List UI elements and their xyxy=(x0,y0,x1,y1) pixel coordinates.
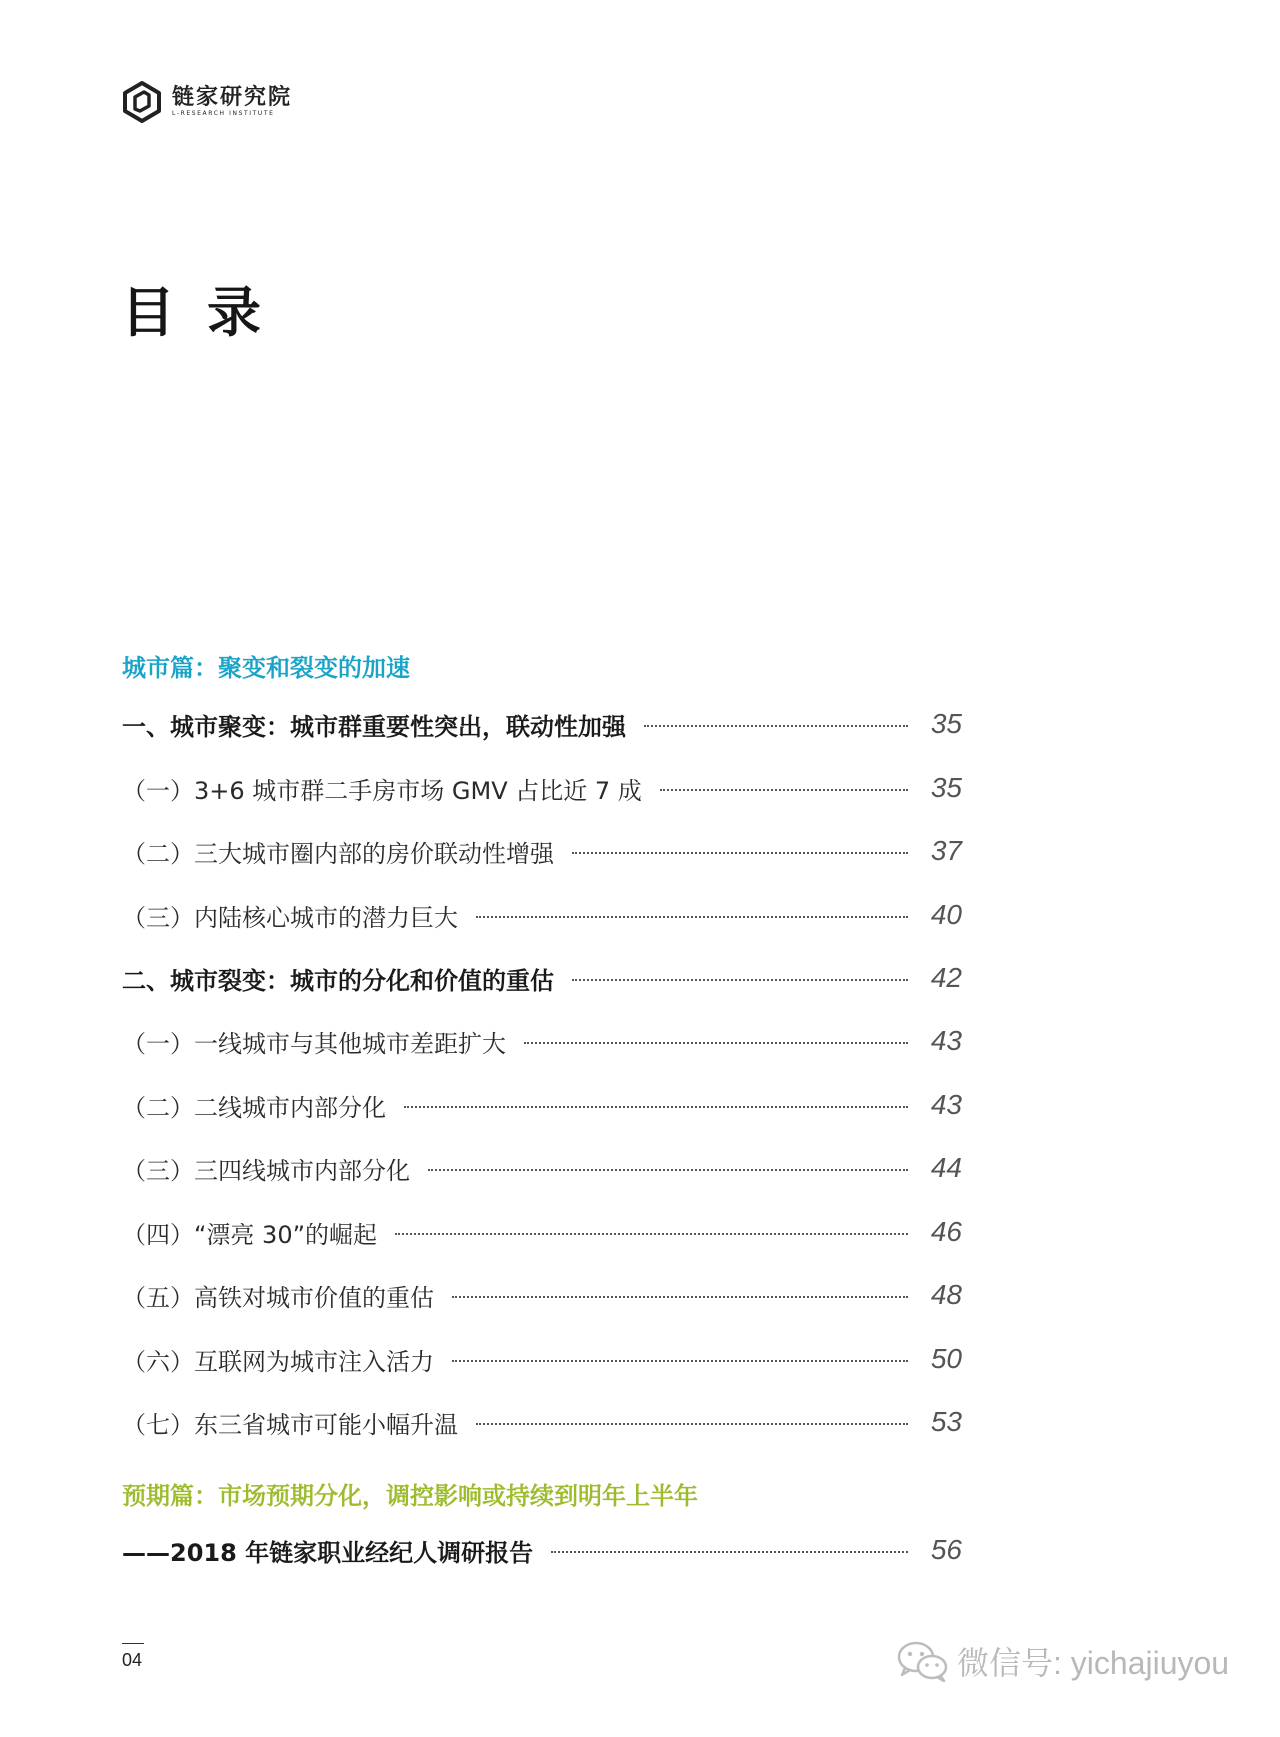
page-number: 04 xyxy=(122,1650,143,1670)
dot-leader xyxy=(404,1106,908,1108)
dot-leader xyxy=(476,1423,908,1425)
toc-entry-page: 43 xyxy=(930,1089,962,1120)
toc-entry[interactable] xyxy=(122,1402,962,1442)
dot-leader xyxy=(428,1169,908,1171)
toc-entry[interactable] xyxy=(122,1148,962,1188)
toc-entry-page: 56 xyxy=(930,1534,962,1565)
toc-entry[interactable] xyxy=(122,958,962,998)
toc-entry-page: 40 xyxy=(930,899,962,930)
watermark-text: 微信号: yichajiuyou xyxy=(957,1645,1230,1681)
logo-name-cn: 链家研究院 xyxy=(172,85,293,110)
dot-leader xyxy=(395,1233,908,1235)
section-heading-expectation: 预期篇：市场预期分化，调控影响或持续到明年上半年 xyxy=(122,1482,698,1510)
toc-entry-title: （四）“漂亮 30”的崛起 xyxy=(122,1220,378,1249)
toc-entry[interactable] xyxy=(122,1530,962,1570)
toc-entry-page: 43 xyxy=(930,1025,962,1056)
toc-entry[interactable] xyxy=(122,831,962,871)
toc-entry-title: （七）东三省城市可能小幅升温 xyxy=(122,1410,458,1439)
toc-entry-page: 46 xyxy=(930,1216,962,1247)
toc-entry[interactable] xyxy=(122,768,962,808)
wechat-icon xyxy=(895,1639,951,1683)
toc-entry-title: （三）内陆核心城市的潜力巨大 xyxy=(122,903,458,932)
toc-entry-page: 42 xyxy=(930,962,962,993)
toc-entry[interactable] xyxy=(122,1021,962,1061)
dot-leader xyxy=(476,916,908,918)
dot-leader xyxy=(572,852,908,854)
page-title: 目录 xyxy=(121,281,293,344)
logo-name-en: L-RESEARCH INSTITUTE xyxy=(172,110,275,117)
toc-entry-title: ——2018 年链家职业经纪人调研报告 xyxy=(122,1538,534,1567)
dot-leader xyxy=(660,789,908,791)
dot-leader xyxy=(452,1296,908,1298)
toc-entry-title: （三）三四线城市内部分化 xyxy=(122,1156,410,1185)
dot-leader xyxy=(551,1551,908,1553)
watermark xyxy=(895,1638,1229,1684)
toc-entry[interactable] xyxy=(122,704,962,744)
brand-logo xyxy=(120,80,292,124)
toc-entry-title: 二、城市裂变：城市的分化和价值的重估 xyxy=(122,966,554,995)
toc-entry-page: 35 xyxy=(930,772,962,803)
toc-entry-title: （一）3+6 城市群二手房市场 GMV 占比近 7 成 xyxy=(122,776,642,805)
dot-leader xyxy=(644,725,908,727)
dot-leader xyxy=(452,1360,908,1362)
toc-entry-page: 50 xyxy=(930,1343,962,1374)
page-footer xyxy=(122,1643,144,1671)
toc-entry-page: 37 xyxy=(930,835,962,866)
section-heading-city: 城市篇：聚变和裂变的加速 xyxy=(122,654,410,682)
toc-entry-title: （五）高铁对城市价值的重估 xyxy=(122,1283,434,1312)
toc-entry-title: （六）互联网为城市注入活力 xyxy=(122,1347,434,1376)
toc-entry-title: （二）三大城市圈内部的房价联动性增强 xyxy=(122,839,554,868)
toc-entry-page: 35 xyxy=(930,708,962,739)
toc-entry-title: （二）二线城市内部分化 xyxy=(122,1093,386,1122)
toc-entry[interactable] xyxy=(122,1339,962,1379)
toc-entry[interactable] xyxy=(122,1212,962,1252)
toc-entry[interactable] xyxy=(122,1085,962,1125)
logo-icon xyxy=(120,80,164,124)
dot-leader xyxy=(572,979,908,981)
toc-entry-title: （一）一线城市与其他城市差距扩大 xyxy=(122,1029,506,1058)
toc-entry[interactable] xyxy=(122,895,962,935)
toc-entry[interactable] xyxy=(122,1275,962,1315)
toc-entry-title: 一、城市聚变：城市群重要性突出，联动性加强 xyxy=(122,712,626,741)
page-number-rule xyxy=(122,1643,144,1644)
toc-entry-page: 48 xyxy=(930,1279,962,1310)
toc-entry-page: 53 xyxy=(930,1406,962,1437)
dot-leader xyxy=(524,1042,908,1044)
toc-entry-page: 44 xyxy=(930,1152,962,1183)
